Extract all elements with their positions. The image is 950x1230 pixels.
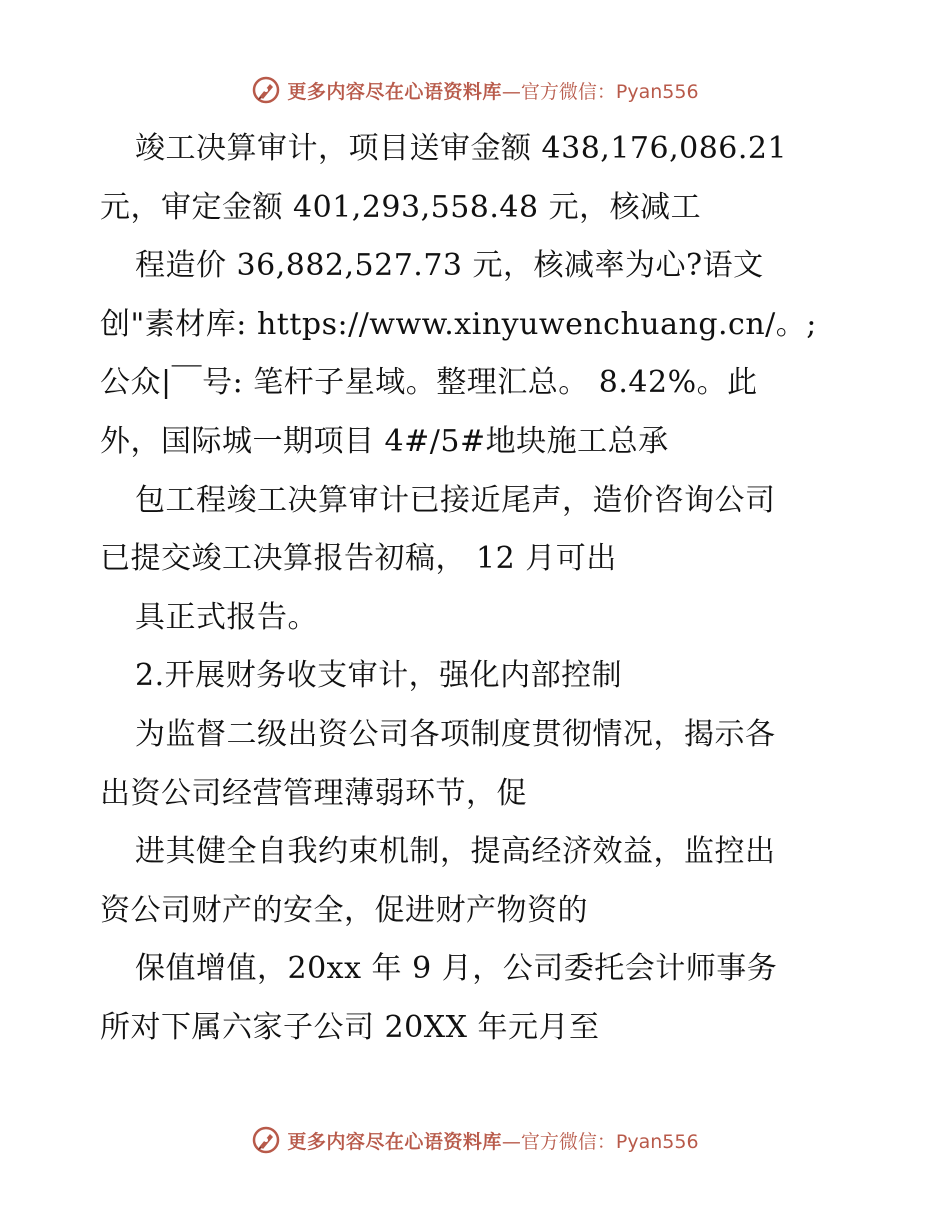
text-line: 元，审定金额 401,293,558.48 元，核减工 [100,189,702,225]
text-line: 为监督二级出资公司各项制度贯彻情况，揭示各 [135,716,776,752]
text-line: 资公司财产的安全，促进财产物资的 [100,892,588,928]
text-line: 程造价 36,882,527.73 元，核减率为心?语文 [135,248,764,284]
text-line: 竣工决算审计，项目送审金额 438,176,086.21 [135,131,788,166]
watermark-footer [0,1120,950,1160]
text-line: 创"素材库: https://www.xinyuwenchuang.cn/。; [100,306,817,342]
text-line: 所对下属六家子公司 20XX 年元月至 [100,1009,600,1045]
section-heading: 2.开展财务收支审计，强化内部控制 [135,658,623,694]
pen-logo-icon [251,1125,281,1155]
text-line: 出资公司经营管理薄弱环节，促 [100,775,527,811]
text-line: 包工程竣工决算审计已接近尾声，造价咨询公司 [135,482,776,518]
watermark-text: 更多内容尽在心语资料库 [287,80,502,103]
document-body [100,120,860,1058]
text-line: 进其健全自我约束机制，提高经济效益，监控出 [135,834,776,870]
watermark-header [0,70,950,110]
watermark-contact: —官方微信：Pyan556 [501,80,699,103]
text-line: 具正式报告。 [135,599,318,635]
text-line: 公众|￣号: 笔杆子星域。整理汇总。 8.42%。此 [100,365,758,401]
text-line: 保值增值，20xx 年 9 月，公司委托会计师事务 [135,951,778,987]
pen-logo-icon [251,75,281,105]
text-line: 外，国际城一期项目 4#/5#地块施工总承 [100,423,669,459]
text-line: 已提交竣工决算报告初稿， 12 月可出 [100,541,617,577]
watermark-text: 更多内容尽在心语资料库 [287,1130,502,1153]
watermark-contact: —官方微信：Pyan556 [501,1130,699,1153]
